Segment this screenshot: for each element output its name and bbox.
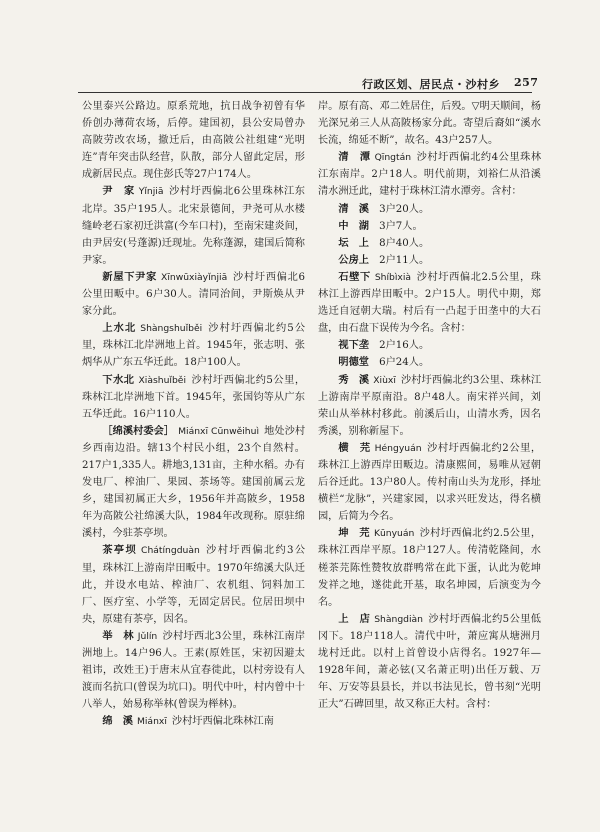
place-pinyin: Chátíngduàn bbox=[141, 545, 200, 557]
place-pinyin: Yǐnjiā bbox=[138, 186, 164, 198]
gazetteer-entry bbox=[318, 611, 541, 714]
gazetteer-entry bbox=[318, 218, 541, 235]
gazetteer-entry bbox=[318, 440, 541, 525]
entry-text: 沙村圩西北3公里，珠林江南岸洲地上。14户96人。王素(原姓匡，宋初因避太祖讳，改姓王)于唐末从宜春徙此，以村旁设有人渡而名抗口(曾误为坑口)。明代中叶，村内曾中十八举人，始易称举林(曾误为榉林)。 bbox=[82, 630, 305, 711]
place-name: 下水北 bbox=[102, 373, 135, 386]
gazetteer-entry bbox=[318, 235, 541, 252]
gazetteer-entry bbox=[318, 98, 541, 149]
gazetteer-entry bbox=[82, 320, 305, 371]
gazetteer-entry bbox=[82, 183, 305, 268]
place-name: ［绵溪村委会］ bbox=[102, 424, 175, 437]
gazetteer-entry bbox=[318, 201, 541, 218]
entry-text: 沙村圩西偏北约3公里，珠林江上游南岸田畈中。1970年绵溪大队迁此，并设水电站、榨油厂、农机组、饲料加工厂、医疗室、小学等，无固定居民。位居田坝中央，原建有茶亭，因名。 bbox=[82, 545, 305, 625]
place-pinyin: Miánxī Cūnwěihuì bbox=[178, 425, 260, 437]
gazetteer-entry bbox=[318, 252, 541, 269]
entry-text: 沙村圩西偏北珠林江南 bbox=[171, 716, 274, 728]
gazetteer-entry bbox=[82, 713, 305, 730]
entry-text: 地处沙村乡西南边沿。辖13个村民小组，23个自然村。217户1,335人。耕地3,131亩，主种水稻。办有发电厂、榨油厂、果园、茶场等。建国前属云龙乡，建国初属正大乡，1956年并高陂乡，1958年为高陂公社绵溪大队，1984年改现称。原驻绵溪村，今驻茶亭坝。 bbox=[82, 425, 305, 540]
place-name: 清 潭 bbox=[338, 151, 371, 164]
place-name: 茶亭坝 bbox=[102, 544, 138, 557]
entry-text: 沙村圩西偏北约4公里珠林江东南岸。2户18人。明代前期，刘裕仁从沿溪清水洲迁此，建村于珠林江清水潭旁。含村： bbox=[318, 152, 541, 198]
page-number: 257 bbox=[514, 76, 539, 89]
entry-text: 公里泰兴公路边。原系荒地，抗日战争初曾有华侨创办薄荷农场，后停。建国初，县公安局曾办高陂劳改农场，撤迁后，由高陂公社组建“光明连”青年突击队经营，队散，部分人留此定居，形成新居民点。现住彭氏等27户174人。 bbox=[82, 101, 305, 181]
place-pinyin: Kūnyuán bbox=[373, 528, 415, 540]
entry-text: 沙村圩西偏北约2.5公里，珠林江西岸平原。18户127人。传清乾隆间，水槎茶芫陈性赞牧放群鸭常在此下蛋，认此为乾坤发祥之地，遂徙此开基，取名坤园，后演变为今名。 bbox=[318, 528, 541, 608]
place-name: 坤 芫 bbox=[338, 527, 370, 540]
entry-text: 2户16人。 bbox=[379, 340, 430, 352]
gazetteer-entry bbox=[82, 269, 305, 320]
gazetteer-entry bbox=[82, 98, 305, 183]
gazetteer-entry bbox=[318, 149, 541, 200]
gazetteer-entry bbox=[318, 354, 541, 371]
entry-text: 沙村圩西偏北6公里田畈中。6户30人。清同治间，尹斯焕从尹家分此。 bbox=[82, 271, 305, 318]
place-pinyin: Shíbìxià bbox=[374, 271, 412, 283]
place-name: 中 湖 bbox=[338, 219, 369, 232]
running-header bbox=[362, 76, 538, 92]
place-name: 尹 家 bbox=[102, 185, 135, 198]
entry-text: 沙村圩西偏北约2公里，珠林江上游西岸田畈边。清康熙间，易唯从冠朝后谷迁此。13户80人。传村南山头为龙形，择址横栏“龙脉”，兴建家园，以求兴旺发达，得名横园，后简为今名。 bbox=[318, 442, 541, 523]
place-name: 公房上 bbox=[338, 253, 369, 266]
place-pinyin: Shàngshuǐběi bbox=[140, 323, 203, 335]
place-pinyin: Jǔlín bbox=[137, 630, 158, 642]
place-name: 上水北 bbox=[102, 322, 137, 335]
place-name: 秀 溪 bbox=[338, 373, 370, 386]
gazetteer-entry bbox=[82, 423, 305, 543]
gazetteer-entry bbox=[318, 269, 541, 337]
header-rule bbox=[78, 92, 532, 93]
entry-text: 3户20人。 bbox=[379, 203, 430, 215]
entry-text: 沙村圩西偏北6公里珠林江东北岸。35户195人。北宋景德间，尹尧可从水楼缝岭老石家初迁洪富(今车口村)，至南宋建炎间，由尹居安(号蓬源)迁现址。先称蓬源，建国后简称尹家。 bbox=[82, 186, 305, 266]
entry-text: 沙村圩西偏北约5公里，珠林江北岸洲地上首。1945年，张志明、张炳华从广东五华迁此。18户100人。 bbox=[82, 323, 305, 369]
place-name: 石壁下 bbox=[338, 270, 371, 283]
place-name: 清 溪 bbox=[338, 202, 369, 215]
place-name: 举 林 bbox=[102, 629, 134, 642]
entry-text: 沙村圩西偏北约5公里低冈下。18户118人。清代中叶，萧应寓从塘洲月垅村迁此。以村上首曾设小店得名。1927年—1928年间，萧必铉(又名萧正明)出任万载、万年、万安等县县长，并以书法见长，曾书刻“光明正大”石碑回里，故又称正大村。含村： bbox=[318, 613, 541, 711]
right-column bbox=[318, 98, 541, 713]
place-pinyin: Miánxī bbox=[136, 716, 167, 728]
gazetteer-entry bbox=[318, 372, 541, 440]
place-name: 新屋下尹家 bbox=[102, 270, 158, 283]
place-pinyin: Héngyuán bbox=[374, 442, 422, 454]
place-pinyin: Xīnwūxiàyǐnjiā bbox=[161, 271, 228, 283]
place-name: 横 芫 bbox=[338, 441, 371, 454]
entry-text: 8户40人。 bbox=[379, 237, 430, 249]
place-name: 明德堂 bbox=[338, 356, 369, 369]
place-pinyin: Xiùxī bbox=[373, 374, 396, 386]
gazetteer-entry bbox=[82, 628, 305, 713]
left-column bbox=[82, 98, 305, 730]
entry-text: 沙村圩西偏北约3公里、珠林江上游南岸平原南沿。8户48人。南宋祥兴间，刘荣山从举林村移此。前溪后山，山清水秀，因名秀溪，别称新屋下。 bbox=[318, 374, 541, 437]
gazetteer-entry bbox=[82, 542, 305, 627]
gazetteer-entry bbox=[82, 372, 305, 423]
entry-text: 6户24人。 bbox=[379, 357, 430, 369]
entry-text: 3户7人。 bbox=[379, 220, 423, 232]
section-title: 行政区划、居民点・沙村乡 bbox=[362, 78, 500, 91]
place-name: 坛 上 bbox=[338, 236, 369, 249]
entry-text: 2户11人。 bbox=[379, 254, 430, 266]
place-pinyin: Xiàshuǐběi bbox=[138, 374, 186, 386]
place-name: 绵 溪 bbox=[102, 715, 133, 728]
gazetteer-entry bbox=[318, 525, 541, 610]
place-name: 视下垄 bbox=[338, 339, 369, 352]
entry-text: 岸。原有高、邓二姓居住，后殁。▽明天顺间，杨光深兄弟三人从高陂杨家分此。寄望后裔如“溪水长流，绵延不断”，故名。43户257人。 bbox=[318, 101, 541, 147]
place-pinyin: Shàngdiàn bbox=[374, 613, 423, 625]
place-name: 上 店 bbox=[338, 612, 371, 625]
entry-text: 沙村圩西偏北约5公里，珠林江北岸洲地下首。1945年，张国钧等从广东五华迁此。16户110人。 bbox=[82, 374, 305, 420]
entry-text: 沙村圩西偏北2.5公里，珠林江上游西岸田畈中。2户15人。明代中期，郑选迁自冠朝大瑞。村后有一凸起于田垄中的大石盘，由石盘下误传为今名。含村： bbox=[318, 271, 541, 335]
place-pinyin: Qīngtán bbox=[374, 152, 412, 164]
gazetteer-entry bbox=[318, 337, 541, 354]
